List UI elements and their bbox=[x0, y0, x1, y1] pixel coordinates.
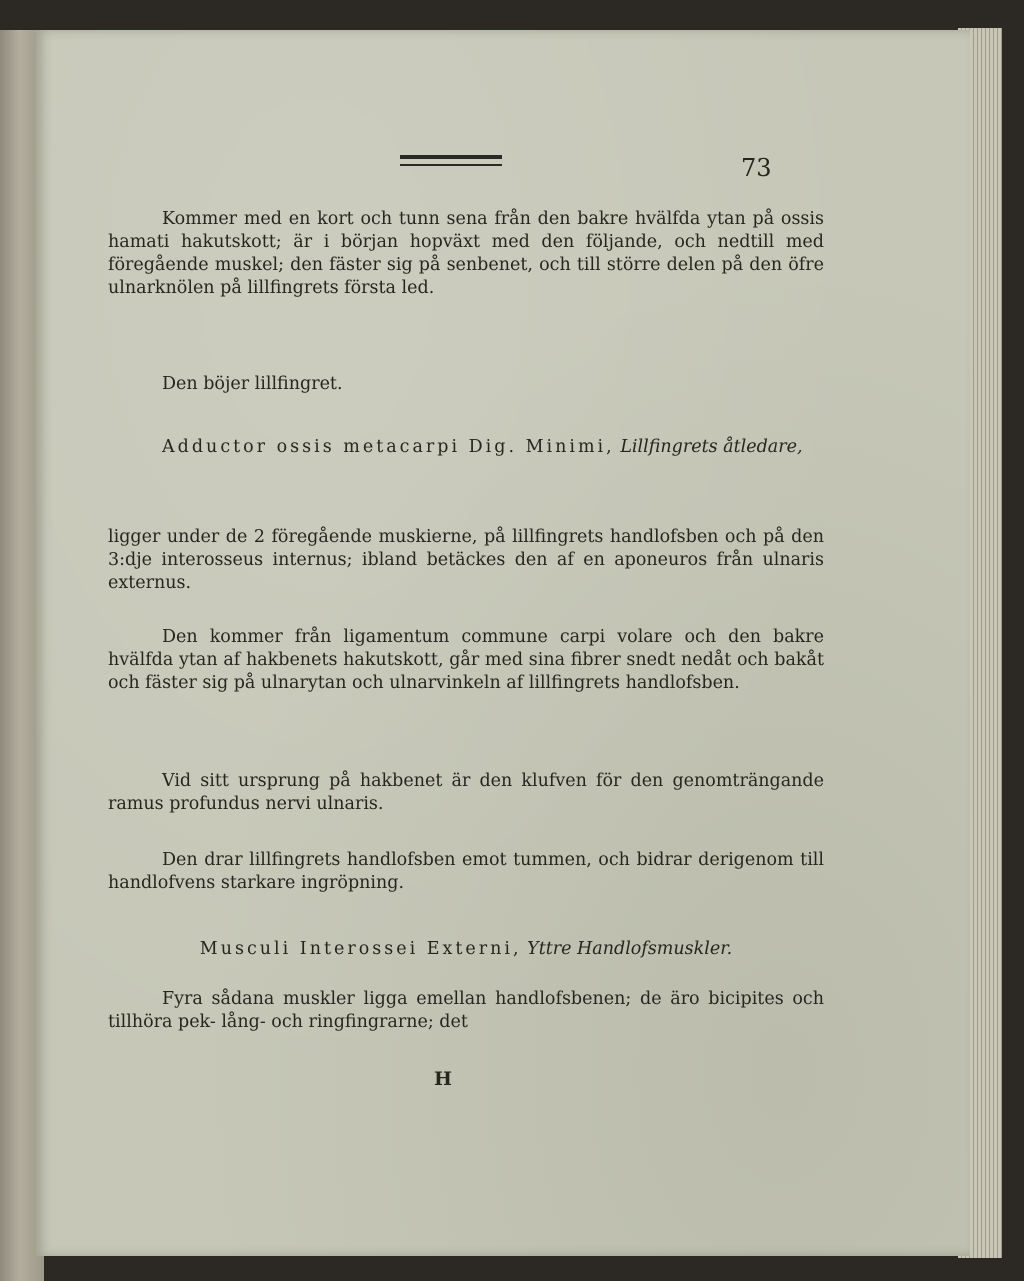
heading-swedish: Yttre Handlofsmuskler. bbox=[527, 939, 733, 959]
section-heading-adductor bbox=[108, 436, 824, 459]
paragraph-fyra: Fyra sådana muskler ligga emellan handlofsbenen; de äro bicipites och tillhöra pek- lång- och ringfingrarne; det bbox=[108, 989, 824, 1032]
heading-latin: Musculi Interossei Externi, bbox=[199, 939, 522, 959]
paragraph-den-kommer: Den kommer från ligamentum commune carpi volare och den bakre hvälfda ytan af hakbenets hakutskott, går med sina fibrer snedt nedåt och bakåt och fäster sig på ulnarytan och ulnarvinkeln af lillfingrets handlofsben. bbox=[108, 627, 824, 693]
page-number: 73 bbox=[741, 154, 772, 182]
paragraph-kommer: Kommer med en kort och tunn sena från den bakre hvälfda ytan på ossis hamati hakutskott; är i början hopväxt med den följande, och nedtill med föregående muskel; den fäster sig på senbenet, och till större delen på den öfre ulnarknölen på lillfingrets första led. bbox=[108, 209, 824, 298]
book-page bbox=[36, 30, 970, 1256]
section-heading-interossei bbox=[108, 938, 824, 961]
paragraph-den-bojer: Den böjer lillfingret. bbox=[162, 374, 343, 394]
heading-latin: Adductor ossis metacarpi Dig. Minimi, bbox=[162, 437, 615, 457]
paragraph-ligger: ligger under de 2 föregående muskierne, på lillfingrets handlofsben och på den 3:dje interosseus internus; ibland betäckes den af en aponeuros från ulnaris externus. bbox=[108, 527, 824, 593]
heading-swedish: Lillfingrets åtledare, bbox=[620, 437, 803, 457]
paragraph-den-drar: Den drar lillfingrets handlofsben emot tummen, och bidrar derigenom till handlofvens starkare ingröpning. bbox=[108, 850, 824, 893]
signature-mark: H bbox=[434, 1068, 452, 1090]
paragraph-vid-sitt: Vid sitt ursprung på hakbenet är den klufven för den genomträngande ramus profundus nervi ulnaris. bbox=[108, 771, 824, 814]
header-rule bbox=[400, 155, 502, 166]
